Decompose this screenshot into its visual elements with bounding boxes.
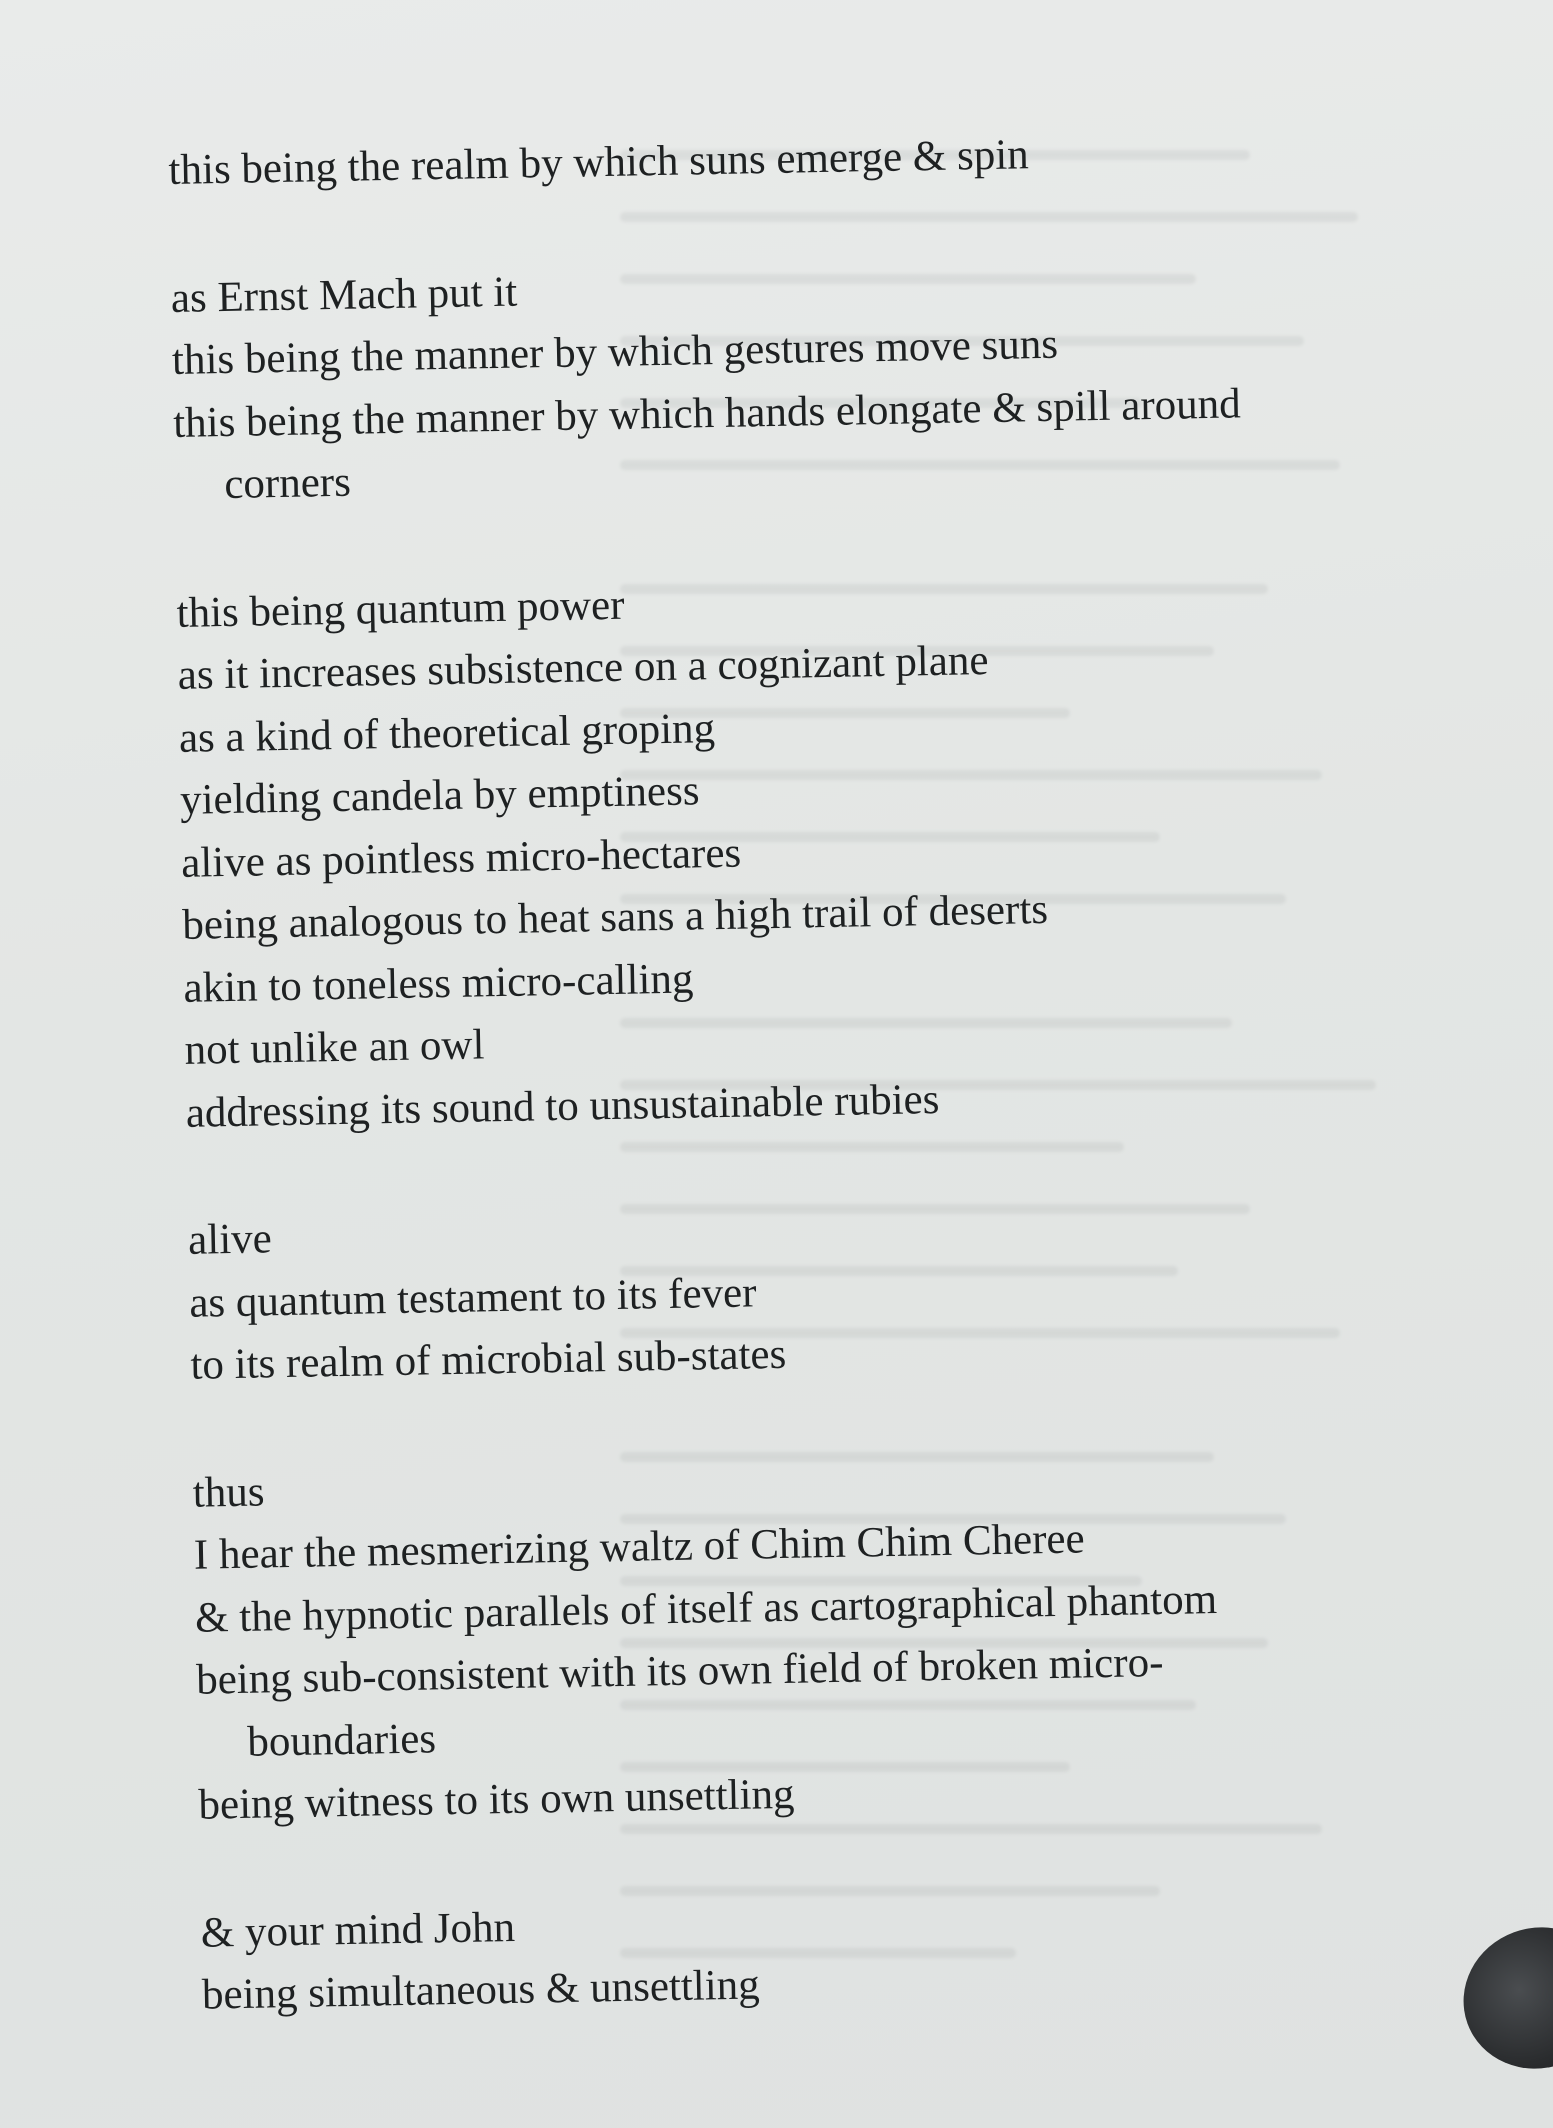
poem-line: not unlike an owl — [184, 1021, 485, 1074]
poem-line: being sub-consistent with its own field of broken micro- — [195, 1639, 1164, 1704]
poem-line: addressing its sound to unsustainable rubies — [185, 1075, 940, 1137]
poem-line: alive as pointless micro-hectares — [180, 829, 742, 887]
stanza — [192, 1438, 1539, 1837]
poem-line: being simultaneous & unsettling — [201, 1961, 761, 2019]
poem-line: & your mind John — [200, 1903, 516, 1957]
poem-line: as quantum testament to its fever — [188, 1268, 757, 1327]
poem-line: being analogous to heat sans a high trail of deserts — [181, 886, 1049, 949]
poem-line: as Ernst Mach put it — [170, 268, 518, 322]
poem-line: this being the manner by which hands elongate & spill around — [172, 379, 1242, 447]
stanza — [168, 115, 1509, 202]
stanza — [170, 243, 1514, 518]
poem-line-continuation: corners — [223, 458, 352, 509]
poem-line: this being the realm by which suns emerge & spin — [168, 131, 1030, 194]
poem-line: to its realm of microbial sub-states — [190, 1330, 787, 1389]
stanza — [200, 1878, 1542, 2028]
poem-line: as a kind of theoretical groping — [178, 704, 716, 762]
stanza — [176, 558, 1526, 1145]
poem-line: as it increases subsistence on a cognizant plane — [177, 637, 989, 699]
poem — [168, 115, 1544, 2092]
poem-line: thus — [192, 1467, 265, 1517]
poem-line: akin to toneless micro-calling — [183, 955, 694, 1012]
poem-line: I hear the mesmerizing waltz of Chim Chim Cheree — [193, 1515, 1086, 1579]
poem-line-continuation: boundaries — [246, 1714, 437, 1766]
poem-line: this being the manner by which gestures move suns — [171, 320, 1059, 384]
poem-line: & the hypnotic parallels of itself as cartographical phantom — [194, 1575, 1218, 1642]
poem-line: alive — [187, 1215, 273, 1264]
stanza — [188, 1185, 1531, 1397]
poem-line: yielding candela by emptiness — [179, 767, 700, 824]
poem-line: being witness to its own unsettling — [198, 1770, 795, 1829]
poem-line: this being quantum power — [176, 581, 625, 637]
